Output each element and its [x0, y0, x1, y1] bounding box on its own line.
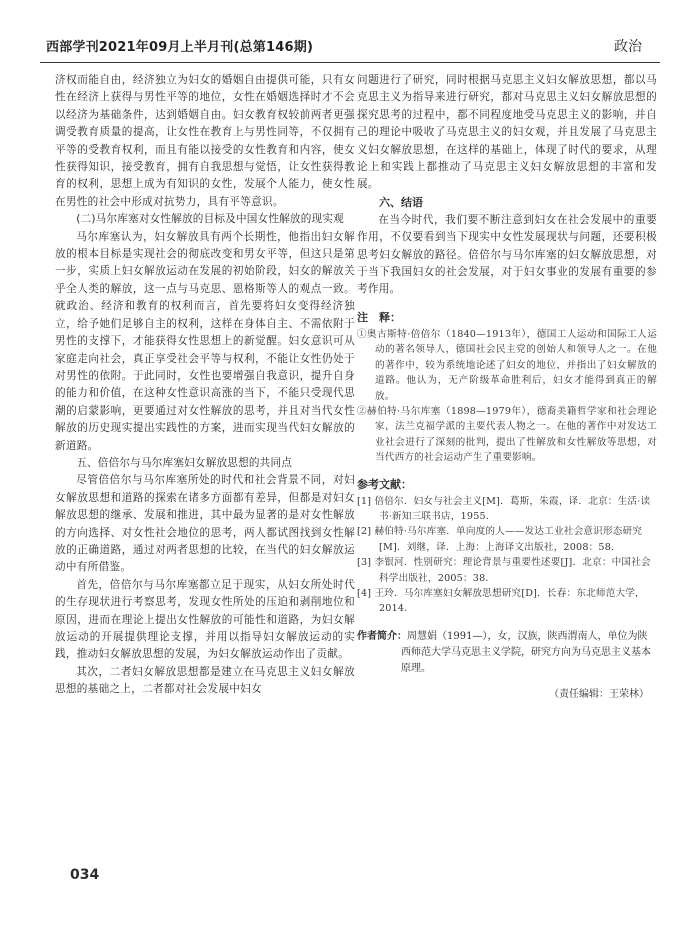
notes-list — [357, 327, 657, 466]
header-rule — [40, 62, 660, 63]
left-column — [55, 72, 355, 699]
section-tag: 政治 — [614, 39, 642, 55]
body-paragraph: 其次，二者妇女解放思想都是建立在马克思主义妇女解放思想的基础之上，二者都对社会发展中妇女 — [55, 665, 355, 696]
editor-credit: （责任编辑：王荣林） — [549, 688, 649, 700]
section-heading: 六、结语 — [379, 195, 423, 209]
author-text: 周慧娟（1991—），女，汉族，陕西渭南人，单位为陕西师范大学马克思主义学院，研究方向为马克思主义基本原理。 — [401, 630, 651, 674]
right-column — [357, 72, 657, 700]
right-column-body — [357, 72, 657, 299]
body-paragraph: 问题进行了研究，同时根据马克思主义妇女解放思想，都以马克思主义为指导来进行研究，都对马克思主义妇女解放思想的探究思考的过程中，都不同程度地受马克思主义的影响，并自己的理论中吸收了马克思主义的妇女观，并且发展了马克思主义妇女解放思想，在这样的基础上，体现了时代的要求，从理论上和实践上都推动了马克思主义妇女解放思想的丰富和发展。 — [357, 74, 657, 191]
body-paragraph: 首先，倍倍尔与马尔库塞都立足于现实，从妇女所处时代的生存现状进行考察思考，发现女性所处的压迫和剥削地位和原因，进而在理论上提出女性解放的可能性和道路，为妇女解放运动的开展提供理论支撑，并用以指导妇女解放运动的实践，推动妇女解放思想的发展，为妇女解放运动作出了贡献。 — [55, 578, 355, 661]
journal-title: 西部学刊2021年09月上半月刊(总第146期) — [46, 40, 314, 55]
reference-item: [1] 倍倍尔．妇女与社会主义[M]．葛斯，朱霞，译．北京：生活·读书·新知三联书店，1955． — [357, 495, 651, 522]
notes-title: 注 释： — [357, 310, 401, 324]
footnote: ②赫伯特·马尔库塞（1898—1979年），德裔美籍哲学家和社会理论家，法兰克福学派的主要代表人物之一。在他的著作中对发达工业社会进行了深刻的批判，提出了性解放和女性解放等思想，对当代西方的社会运动产生了重要影响。 — [357, 405, 657, 464]
body-paragraph: 尽管倍倍尔与马尔库塞所处的时代和社会背景不同，对妇女解放思想和道路的探索在诸多方面都有差异，但都是对妇女解放思想的继承、发展和推进，其中最为显著的是对女性解放的方向选择、对女性社会地位的思考，两人都试图找到女性解放的正确道路，通过对两者思想的比较，在当代的妇女解放运动中有所借鉴。 — [55, 474, 355, 574]
body-paragraph: 在当今时代，我们要不断注意到妇女在社会发展中的重要作用，不仅要看到当下现实中女性发展现状与问题，还要积极思考妇女解放的路径。倍倍尔与马尔库塞的妇女解放思想，对于当下我国妇女的社会发展，对于妇女事业的发展有重要的参考作用。 — [357, 213, 657, 296]
reference-item: [2] 赫伯特·马尔库塞．单向度的人——发达工业社会意识形态研究[M]．刘继，译．上海：上海译文出版社，2008：58． — [357, 526, 643, 553]
page-number: 034 — [70, 867, 100, 883]
body-paragraph: 马尔库塞认为，妇女解放具有两个长期性，他指出妇女解放的根本目标是实现社会的彻底改变和男女平等，但这只是第一步，实质上妇女解放运动在发展的初始阶段，妇女的解放关乎全人类的解放，这一点与马克思、恩格斯等人的观点一致。就政治、经济和教育的权利而言，首先要将妇女变得经济独立，给予她们足够自主的权利，这样在身体自主、不需依附于男性的支撑下，才能获得女性思想上的新觉醒。妇女意识可从家庭走向社会，真正享受社会平等与权利，不能让女性仍处于对男性的依附。于此同时，女性也要增强自我意识，提升自身的能力和价值，在这种女性意识高涨的当下，不能只受现代思潮的启蒙影响，更要通过对女性解放的思考，并且对当代女性解放的历史现实提出实践性的方案，进而实现当代妇女解放的新道路。 — [55, 230, 355, 452]
reference-item: [4] 王玲．马尔库塞妇女解放思想研究[D]．长春：东北师范大学，2014． — [357, 587, 645, 615]
section-subheading: (二)马尔库塞对女性解放的目标及中国女性解放的现实观 — [76, 213, 344, 226]
references-list — [357, 494, 657, 617]
section-subheading: 五、倍倍尔与马尔库塞妇女解放思想的共同点 — [76, 456, 293, 469]
author-bio — [357, 629, 657, 677]
author-label: 作者简介： — [357, 630, 407, 642]
reference-item: [3] 李银河．性别研究：理论背景与重要性述要[J]．北京：中国社会科学出版社，2005：38． — [357, 557, 651, 584]
page-header — [18, 36, 682, 58]
references-title: 参考文献： — [357, 477, 412, 491]
footnote: ①奥古斯特·倍倍尔（1840—1913年），德国工人运动和国际工人运动的著名领导人，德国社会民主党的创始人和领导人之一。在他的著作中，较为系统地论述了妇女的地位，并指出了妇女解放的道路。他认为，无产阶级革命胜利后，妇女才能得到真正的解放。 — [357, 328, 657, 402]
body-paragraph: 济权而能自由，经济独立为妇女的婚姻自由提供可能，只有女性在经济上获得与男性平等的地位，女性在婚姻选择时才不会以经济为基础条件，达到婚姻自由。妇女教育权较前两者更强调受教育质量的提高，让女性在教育上与男性同等，不仅拥有平等的受教育权利，而且有能以接受的女性教育和内容，使女性获得知识，接受教育，拥有自我思想与觉悟，让女性获得教育的权利，思想上成为有知识的女性，发展个人能力，使女性在男性的社会中形成对抗势力，具有平等意识。 — [55, 74, 355, 208]
